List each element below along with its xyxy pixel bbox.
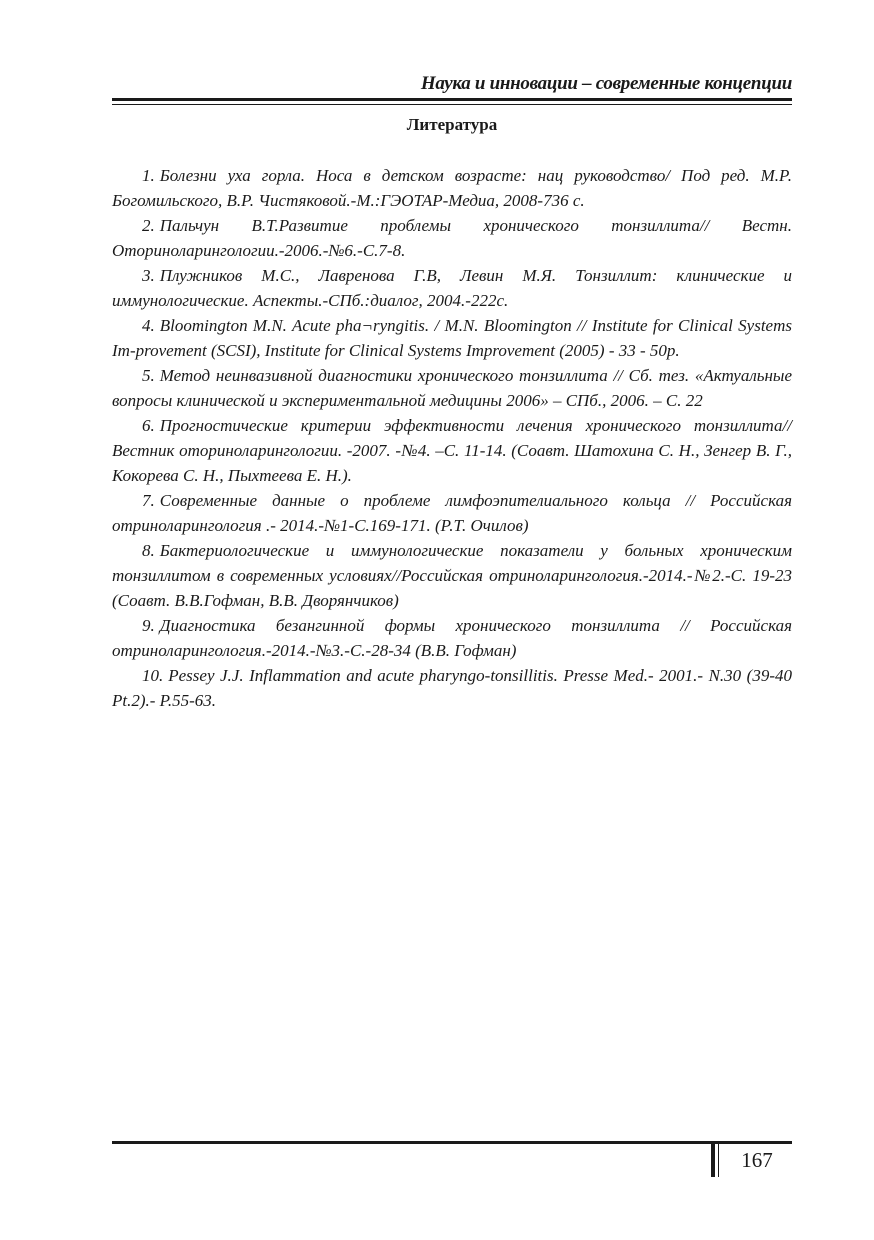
reference-text: Диагностика безангинной формы хронического тонзиллита // Российская отриноларингология.-2014.-№3.-С.-28-34 (В.В. Гофман) (112, 616, 792, 660)
reference-number: 5. (142, 366, 155, 385)
reference-item (112, 263, 792, 313)
reference-item (112, 363, 792, 413)
footer-rule (112, 1141, 792, 1144)
reference-text: Бактериологические и иммунологические показатели у больных хроническим тонзиллитом в современных условиях//Российская отриноларингология.-2014.-№2.-С. 19-23 (Соавт. В.В.Гофман, В.В. Дворянчиков) (112, 541, 792, 610)
reference-item (112, 488, 792, 538)
reference-text: Метод неинвазивной диагностики хронического тонзиллита // Сб. тез. «Актуальные вопросы клинической и экспериментальной медицины 2006» – СПб., 2006. – С. 22 (112, 366, 792, 410)
reference-number: 1. (142, 166, 155, 185)
reference-text: Современные данные о проблеме лимфоэпителиального кольца // Российская отриноларингология .- 2014.-№1-С.169-171. (Р.Т. Очилов) (112, 491, 792, 535)
reference-number: 2. (142, 216, 155, 235)
header-rule-thin (112, 104, 792, 105)
reference-text: Прогностические критерии эффективности лечения хронического тонзиллита//Вестник оториноларингологии. -2007. -№4. –С. 11-14. (Соавт. Шатохина С. Н., Зенгер В. Г., Кокорева С. Н., Пыхтеева Е. Н.). (112, 416, 792, 485)
reference-number: 4. (142, 316, 155, 335)
page-number: 167 (741, 1148, 773, 1172)
reference-number: 3. (142, 266, 155, 285)
header-rule-thick (112, 98, 792, 101)
reference-text: Болезни уха горла. Носа в детском возрасте: нац руководство/ Под ред. М.Р. Богомильского, В.Р. Чистяковой.-М.:ГЭОТАР-Медиа, 2008-736 с. (112, 166, 792, 210)
reference-item (112, 613, 792, 663)
reference-number: 9. (142, 616, 155, 635)
reference-number: 8. (142, 541, 155, 560)
reference-text: Pessey J.J. Inflammation and acute pharyngo-tonsillitis. Presse Med.- 2001.- N.30 (39-40 Pt.2).- P.55-63. (112, 666, 792, 710)
reference-text: Плужников М.С., Лавренова Г.В, Левин М.Я. Тонзиллит: клинические и иммунологические. Аспекты.-СПб.:диалог, 2004.-222с. (112, 266, 792, 310)
reference-item (112, 663, 792, 713)
running-header: Наука и инновации – современные концепции (420, 73, 792, 94)
footer-bar-thick (711, 1144, 715, 1177)
reference-item (112, 313, 792, 363)
reference-text: Bloomington M.N. Acute pha¬ryngitis. / M.N. Bloomington // Institute for Clinical Systems Im-provement (SCSI), Institute for Clinical Systems Improvement (2005) - 33 - 50р. (112, 316, 792, 360)
footer-bar-thin (718, 1144, 719, 1177)
reference-item (112, 413, 792, 488)
reference-number: 6. (142, 416, 155, 435)
section-title: Литература (406, 115, 498, 134)
reference-list (112, 163, 792, 713)
reference-number: 7. (142, 491, 155, 510)
reference-number: 10. (142, 666, 164, 685)
reference-item (112, 213, 792, 263)
reference-item (112, 538, 792, 613)
reference-text: Пальчун В.Т.Развитие проблемы хронического тонзиллита// Вестн. Оториноларингологии.-2006.-№6.-С.7-8. (112, 216, 792, 260)
reference-item (112, 163, 792, 213)
